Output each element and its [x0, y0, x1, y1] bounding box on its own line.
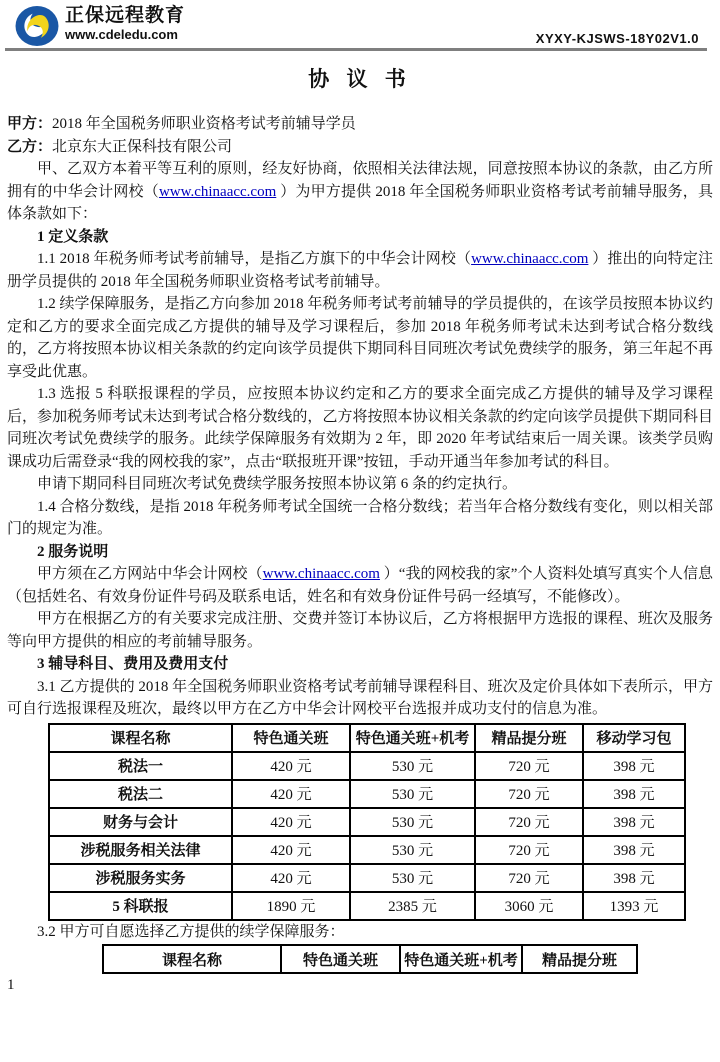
price-cell: 398 元: [583, 780, 685, 808]
clause-3-1: 3.1 乙方提供的 2018 年全国税务师职业资格考试考前辅导课程科目、班次及定价具体如下表所示，甲方可自行选报课程及班次，最终以甲方在乙方中华会计网校平台选报并成功支付的信息为准。: [7, 678, 713, 717]
price-cell: 530 元: [350, 836, 475, 864]
price-cell: 720 元: [475, 864, 583, 892]
price-cell: 720 元: [475, 780, 583, 808]
section3-heading: 3 辅导科目、费用及费用支付: [37, 656, 229, 672]
clause-1-1-text-1: 1.1 2018 年税务师考试考前辅导，是指乙方旗下的中华会计网校（: [37, 251, 472, 267]
cdel-logo-icon: [14, 5, 60, 47]
section1-heading: 1 定义条款: [37, 228, 109, 245]
clause-2-1-text-1: 甲方须在乙方网站中华会计网校（: [37, 566, 263, 582]
clause-3-2: 3.2 甲方可自愿选择乙方提供的续学保障服务：: [37, 923, 345, 940]
page-title: 协 议 书: [308, 67, 412, 91]
document-number: XYXY-KJSWS-18Y02V1.0: [535, 31, 699, 46]
table-row: [49, 864, 685, 892]
intro-text-1: 甲、乙双方本着平等互利的原则，经友好协商，依照相关法律法规，同意按照本协议的条款，由乙方所拥有的中华会计网校（: [7, 161, 713, 200]
price-cell: 420 元: [232, 808, 350, 836]
table-row: [49, 780, 685, 808]
course-name-cell: 5 科联报: [49, 892, 232, 920]
party-a-label: 甲方：: [7, 116, 53, 132]
price-cell: 530 元: [350, 808, 475, 836]
price-table-header-row: [49, 724, 685, 752]
renewal-col-header: 课程名称: [103, 945, 281, 973]
course-name-cell: 税法二: [49, 780, 232, 808]
brand-url: www.cdeledu.com: [65, 27, 178, 42]
parties-block: [7, 113, 713, 158]
price-col-header: 特色通关班: [232, 724, 350, 752]
section2-heading: 2 服务说明: [37, 543, 109, 560]
clause-1-1-text-2: ）推出的向特定注册学员提供的 2018 年全国税务师职业资格考试考前辅导。: [7, 251, 713, 290]
chinaacc-link[interactable]: www.chinaacc.com: [262, 566, 380, 582]
party-b-label: 乙方：: [7, 138, 53, 155]
renewal-col-header: 特色通关班+机考: [400, 945, 522, 973]
clause-1-1: [7, 248, 713, 293]
clause-1-3-note: 申请下期同科目同班次考试免费续学服务按照本协议第 6 条的约定执行。: [37, 476, 518, 492]
table-row: [49, 892, 685, 920]
chinaacc-link[interactable]: www.chinaacc.com: [158, 183, 277, 200]
party-a-line: [7, 113, 713, 136]
price-col-header: 精品提分班: [475, 724, 583, 752]
price-cell: 398 元: [583, 836, 685, 864]
price-cell: 398 元: [583, 864, 685, 892]
price-cell: 530 元: [350, 864, 475, 892]
price-table: [48, 723, 686, 921]
party-b-line: [7, 136, 713, 159]
price-cell: 3060 元: [475, 892, 583, 920]
clause-1-2: 1.2 续学保障服务，是指乙方向参加 2018 年税务师考试考前辅导的学员提供的，在该学员按照本协议约定和乙方的要求全面完成乙方提供的辅导及学习课程后，参加 2018 年税务师考试未达到考试合格分数线的，乙方将按照本协议相关条款的约定向该学员提供下期同科目同班次考试免费续学的服务，第三年起不再享受此优惠。: [7, 296, 713, 380]
price-cell: 420 元: [232, 752, 350, 780]
agreement-body: [7, 113, 713, 997]
party-a-text: 2018 年全国税务师职业资格考试考前辅导学员: [52, 116, 356, 132]
price-cell: 720 元: [475, 808, 583, 836]
course-name-cell: 涉税服务实务: [49, 864, 232, 892]
price-cell: 2385 元: [350, 892, 475, 920]
price-cell: 420 元: [232, 864, 350, 892]
price-cell: 420 元: [232, 780, 350, 808]
brand-name: 正保远程教育: [65, 5, 186, 26]
course-name-cell: 税法一: [49, 752, 232, 780]
price-cell: 1393 元: [583, 892, 685, 920]
page-header: [5, 0, 707, 51]
renewal-table: [102, 944, 638, 974]
price-col-header: 移动学习包: [583, 724, 685, 752]
price-cell: 530 元: [350, 780, 475, 808]
price-cell: 720 元: [475, 836, 583, 864]
intro-paragraph: [7, 158, 713, 226]
price-cell: 1890 元: [232, 892, 350, 920]
table-row: [49, 836, 685, 864]
table-row: [49, 752, 685, 780]
renewal-table-header-row: [103, 945, 637, 973]
clause-2-1: [7, 563, 713, 608]
price-cell: 398 元: [583, 752, 685, 780]
clause-2-1-text-2: ）“我的网校我的家”个人资料处填写真实个人信息（包括姓名、有效身份证件号码及联系电话，姓名和有效身份证件号码一经填写，不能修改）。: [7, 566, 713, 605]
clause-2-2: 甲方在根据乙方的有关要求完成注册、交费并签订本协议后，乙方将根据甲方选报的课程、班次及服务等向甲方提供的相应的考前辅导服务。: [7, 611, 713, 650]
price-col-header: 课程名称: [49, 724, 232, 752]
price-col-header: 特色通关班+机考: [350, 724, 475, 752]
course-name-cell: 财务与会计: [49, 808, 232, 836]
chinaacc-link[interactable]: www.chinaacc.com: [471, 251, 589, 267]
renewal-col-header: 精品提分班: [522, 945, 637, 973]
brand-block: [65, 4, 185, 42]
clause-1-4: 1.4 合格分数线，是指 2018 年税务师考试全国统一合格分数线；若当年合格分数线有变化，则以相关部门的规定为准。: [7, 498, 713, 537]
page-number: 1: [7, 977, 15, 993]
renewal-col-header: 特色通关班: [281, 945, 400, 973]
course-name-cell: 涉税服务相关法律: [49, 836, 232, 864]
party-b-text: 北京东大正保科技有限公司: [52, 138, 233, 155]
table-row: [49, 808, 685, 836]
price-cell: 398 元: [583, 808, 685, 836]
intro-text-2: ）为甲方提供 2018 年全国税务师职业资格考试考前辅导服务，具体条款如下：: [7, 183, 713, 222]
clause-1-3: 1.3 选报 5 科联报课程的学员，应按照本协议约定和乙方的要求全面完成乙方提供的辅导及学习课程后，参加税务师考试未达到考试合格分数线的，乙方将按照本协议相关条款的约定向该学员提供下期同科目同班次考试免费续学的服务。此续学保障服务有效期为 2 年，即 2020 年考试结束后一周关课。该类学员购课成功后需登录“我的网校我的家”，点击“联报班开课”按钮，手动开通当年参加考试的科目。: [7, 386, 713, 470]
price-cell: 720 元: [475, 752, 583, 780]
price-cell: 530 元: [350, 752, 475, 780]
price-cell: 420 元: [232, 836, 350, 864]
